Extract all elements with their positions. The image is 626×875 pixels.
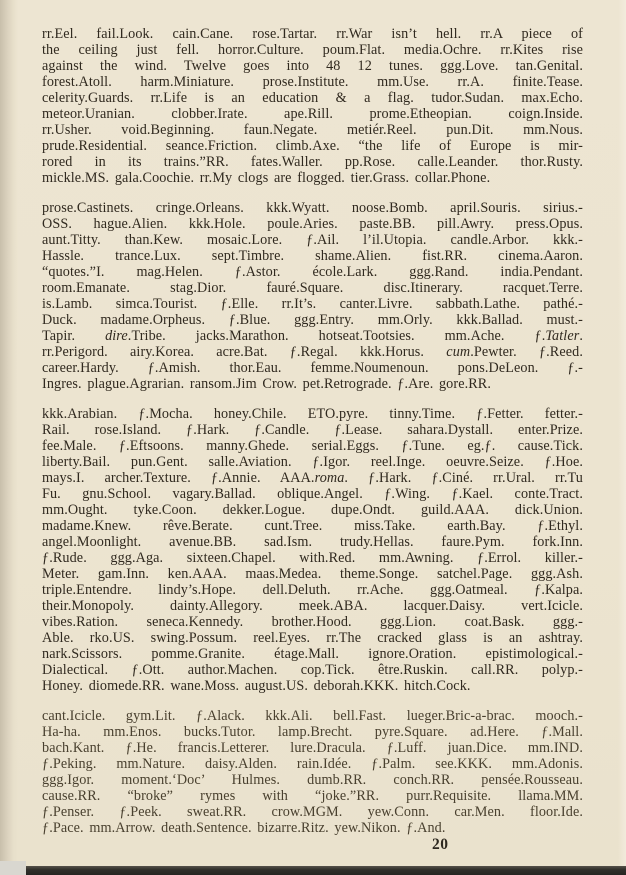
text-line: against the wind. Twelve goes into 48 12 tunes. ggg.Love. tan.Genital. [42, 58, 583, 74]
text-line: madame.Knew. rêve.Berate. cunt.Tree. miss.Take. earth.Bay. ƒ.Ethyl. [42, 518, 583, 534]
page-number: 20 [432, 836, 449, 853]
text-line: mm.Ought. tyke.Coon. dekker.Logue. dupe.Ondt. guild.AAA. dick.Union. [42, 502, 583, 518]
text-line: mays.I. archer.Texture. ƒ.Annie. AAA.roma. ƒ.Hark. ƒ.Ciné. rr.Ural. rr.Tu [42, 470, 583, 486]
text-line: Ha-ha. mm.Enos. bucks.Tutor. lamp.Brecht. pyre.Square. ad.Here. ƒ.Mall. [42, 724, 583, 740]
text-line: prude.Residential. seance.Friction. climb.Axe. “the life of Europe is mir- [42, 138, 583, 154]
text-line: aunt.Titty. than.Kew. mosaic.Lore. ƒ.Ail. l’il.Utopia. candle.Arbor. kkk.- [42, 232, 583, 248]
text-line: “quotes.”I. mag.Helen. ƒ.Astor. école.Lark. ggg.Rand. india.Pendant. [42, 264, 583, 280]
text-line: room.Emanate. stag.Dior. fauré.Square. disc.Itinerary. racquet.Terre. [42, 280, 583, 296]
page-right-edge-highlight [618, 0, 626, 875]
text-line: kkk.Arabian. ƒ.Mocha. honey.Chile. ETO.pyre. tinny.Time. ƒ.Fetter. fetter.- [42, 406, 583, 422]
text-line: the ceiling just fell. horror.Culture. poum.Flat. media.Ochre. rr.Kites rise [42, 42, 583, 58]
text-line: Fu. gnu.School. vagary.Ballad. oblique.Angel. ƒ.Wing. ƒ.Kael. conte.Tract. [42, 486, 583, 502]
text-line: rr.Perigord. airy.Korea. acre.Bat. ƒ.Regal. kkk.Horus. cum.Pewter. ƒ.Reed. [42, 344, 583, 360]
paragraph-2 [42, 200, 583, 392]
text-line: ƒ.Penser. ƒ.Peek. sweat.RR. crow.MGM. yew.Conn. car.Men. floor.Ide. [42, 804, 583, 820]
text-line: is.Lamb. simca.Tourist. ƒ.Elle. rr.It’s. canter.Livre. sabbath.Lathe. pathé.- [42, 296, 583, 312]
text-line: career.Hardy. ƒ.Amish. thor.Eau. femme.Noumenoun. pons.DeLeon. ƒ.- [42, 360, 583, 376]
text-line: mickle.MS. gala.Coochie. rr.My clogs are flogged. tier.Grass. collar.Phone. [42, 170, 491, 186]
text-line: meteor.Uranian. clobber.Irate. ape.Rill. prome.Etheopian. coign.Inside. [42, 106, 583, 122]
text-line: Meter. gam.Inn. ken.AAA. maas.Medea. theme.Songe. satchel.Page. ggg.Ash. [42, 566, 583, 582]
scan-bottom-left-corner [0, 861, 26, 875]
text-line: rored in its trains.”RR. fates.Waller. pp.Rose. calle.Leander. thor.Rusty. [42, 154, 583, 170]
text-line: ggg.Igor. moment.‘Doc’ Hulmes. dumb.RR. conch.RR. pensée.Rousseau. [42, 772, 583, 788]
page-left-edge-shadow [0, 0, 18, 875]
text-line: Dialectical. ƒ.Ott. author.Machen. cop.Tick. être.Ruskin. call.RR. polyp.- [42, 662, 583, 678]
text-line: prose.Castinets. cringe.Orleans. kkk.Wyatt. noose.Bomb. april.Souris. sirius.- [42, 200, 583, 216]
text-line: bach.Kant. ƒ.He. francis.Letterer. lure.Dracula. ƒ.Luff. juan.Dice. mm.IND. [42, 740, 583, 756]
text-line: ƒ.Rude. ggg.Aga. sixteen.Chapel. with.Red. mm.Awning. ƒ.Errol. killer.- [42, 550, 583, 566]
text-line: Rail. rose.Island. ƒ.Hark. ƒ.Candle. ƒ.Lease. sahara.Dystall. enter.Prize. [42, 422, 583, 438]
paragraph-3 [42, 406, 583, 694]
text-line: their.Monopoly. dainty.Allegory. meek.ABA. lacquer.Daisy. vert.Icicle. [42, 598, 583, 614]
text-line: vibes.Ration. seneca.Kennedy. brother.Hood. ggg.Lion. coat.Bask. ggg.- [42, 614, 583, 630]
text-block [42, 26, 583, 850]
text-line: rr.Eel. fail.Look. cain.Cane. rose.Tartar. rr.War isn’t hell. rr.A piece of [42, 26, 583, 42]
text-line: OSS. hague.Alien. kkk.Hole. poule.Aries. paste.BB. pill.Awry. press.Opus. [42, 216, 583, 232]
text-line: Duck. madame.Orpheus. ƒ.Blue. ggg.Entry. mm.Orly. kkk.Ballad. must.- [42, 312, 583, 328]
text-line: Honey. diomede.RR. wane.Moss. august.US. deborah.KKK. hitch.Cock. [42, 678, 471, 694]
text-line: rr.Usher. void.Beginning. faun.Negate. metiér.Reel. pun.Dit. mm.Nous. [42, 122, 583, 138]
text-line: celerity.Guards. rr.Life is an education & a flag. tudor.Sudan. max.Echo. [42, 90, 583, 106]
text-line: triple.Entendre. lindy’s.Hope. dell.Deluth. rr.Ache. ggg.Oatmeal. ƒ.Kalpa. [42, 582, 583, 598]
text-line: ƒ.Pace. mm.Arrow. death.Sentence. bizarre.Ritz. yew.Nikon. ƒ.And. [42, 820, 446, 836]
text-line: forest.Atoll. harm.Miniature. prose.Institute. mm.Use. rr.A. finite.Tease. [42, 74, 583, 90]
text-line: fee.Male. ƒ.Eftsoons. manny.Ghede. serial.Eggs. ƒ.Tune. eg.ƒ. cause.Tick. [42, 438, 583, 454]
text-line: cause.RR. “broke” rymes with “joke.”RR. purr.Requisite. llama.MM. [42, 788, 583, 804]
text-line: liberty.Bail. pun.Gent. salle.Aviation. ƒ.Igor. reel.Inge. oeuvre.Seize. ƒ.Hoe. [42, 454, 583, 470]
paragraph-4 [42, 708, 583, 836]
text-line: nark.Scissors. pomme.Granite. étage.Mall. ignore.Oration. epistimological.- [42, 646, 583, 662]
paragraph-1 [42, 26, 583, 186]
text-line: Ingres. plague.Agrarian. ransom.Jim Crow. pet.Retrograde. ƒ.Are. gore.RR. [42, 376, 492, 392]
text-line: Hassle. trance.Lux. sept.Timbre. shame.Alien. fist.RR. cinema.Aaron. [42, 248, 583, 264]
text-line: cant.Icicle. gym.Lit. ƒ.Alack. kkk.Ali. bell.Fast. lueger.Bric-a-brac. mooch.- [42, 708, 583, 724]
scan-bottom-edge [26, 866, 626, 875]
text-line: Tapir. dire.Tribe. jacks.Marathon. hotseat.Tootsies. mm.Ache. ƒ.Tatler. [42, 328, 583, 344]
text-line: angel.Moonlight. avenue.BB. sad.Ism. trudy.Hellas. faure.Pym. fork.Inn. [42, 534, 583, 550]
text-line: Able. rko.US. swing.Possum. reel.Eyes. rr.The cracked glass is an ashtray. [42, 630, 583, 646]
text-line: ƒ.Peking. mm.Nature. daisy.Alden. rain.Idée. ƒ.Palm. see.KKK. mm.Adonis. [42, 756, 583, 772]
